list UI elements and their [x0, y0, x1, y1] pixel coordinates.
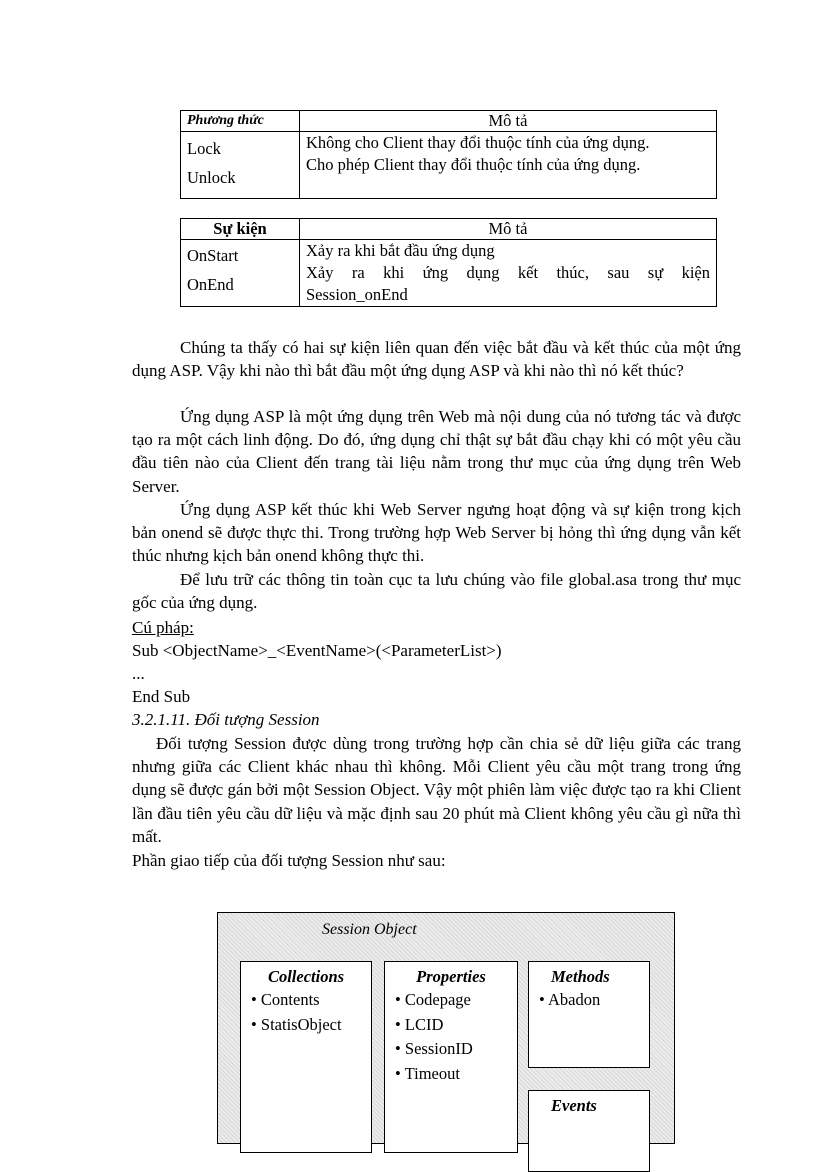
collections-header: Collections	[267, 967, 345, 986]
methods-header: Methods	[551, 967, 610, 986]
diagram-title: Session Object	[322, 921, 417, 938]
collection-item: • Contents	[251, 988, 371, 1013]
methods-names-cell	[181, 132, 300, 199]
syntax-line: Sub <ObjectName>_<EventName>(<ParameterList>)	[132, 641, 502, 660]
paragraph: Chúng ta thấy có hai sự kiện liên quan đến việc bắt đầu và kết thúc của một ứng dụng ASP. Vậy khi nào thì bắt đầu một ứng dụng ASP và khi nào thì nó kết thúc?	[132, 338, 741, 381]
method-desc: Cho phép Client thay đổi thuộc tính của ứng dụng.	[306, 155, 641, 174]
section-heading: 3.2.1.11. Đối tượng Session	[132, 710, 320, 729]
collection-item: • StatisObject	[251, 1013, 371, 1038]
paragraph: Để lưu trữ các thông tin toàn cục ta lưu chúng vào file global.asa trong thư mục gốc của ứng dụng.	[132, 570, 741, 613]
methods-desc-cell	[300, 132, 717, 199]
events-header: Events	[551, 1096, 597, 1115]
event-desc: Xảy ra khi ứng dụng kết thúc, sau sự kiện Session_onEnd	[306, 263, 710, 304]
methods-col2-header: Mô tả	[300, 111, 717, 132]
syntax-line: End Sub	[132, 687, 191, 706]
event-name: OnEnd	[187, 275, 234, 294]
events-box	[528, 1090, 650, 1172]
methods-table	[180, 110, 717, 199]
events-table	[180, 218, 717, 307]
paragraph: Đối tượng Session được dùng trong trường hợp cần chia sẻ dữ liệu giữa các trang nhưng giữa các Client khác nhau thì không. Mỗi Client yêu cầu một trang trong ứng dụng sẽ được gán bởi một Session Object. Vậy một phiên làm việc được tạo ra khi Client lần đầu tiên yêu cầu dữ liệu và mặc định sau 20 phút mà Client không yêu cầu gì nữa thì mất.	[132, 734, 741, 846]
property-item: • Codepage	[395, 988, 517, 1013]
events-names-cell	[181, 240, 300, 307]
method-desc: Không cho Client thay đổi thuộc tính của ứng dụng.	[306, 133, 650, 152]
property-item: • LCID	[395, 1013, 517, 1038]
event-desc: Xảy ra khi bắt đầu ứng dụng	[306, 241, 495, 260]
method-item: • Abadon	[539, 988, 649, 1013]
paragraph: Ứng dụng ASP là một ứng dụng trên Web mà nội dung của nó tương tác và được tạo ra một cách linh động. Do đó, ứng dụng chỉ thật sự bắt đầu chạy khi có một yêu cầu đầu tiên nào của Client đến trang tài liệu nằm trong thư mục của ứng dụng trên Web Server.	[132, 407, 741, 496]
methods-box	[528, 961, 650, 1068]
properties-box	[384, 961, 518, 1153]
events-col1-header: Sự kiện	[181, 219, 300, 240]
methods-col1-header: Phương thức	[181, 111, 300, 132]
properties-header: Properties	[416, 967, 486, 986]
events-desc-cell	[300, 240, 717, 307]
method-name: Lock	[187, 139, 221, 158]
property-item: • Timeout	[395, 1062, 517, 1087]
syntax-label: Cú pháp:	[132, 618, 194, 637]
paragraph: Ứng dụng ASP kết thúc khi Web Server ngưng hoạt động và sự kiện trong kịch bản onend sẽ được thực thi. Trong trường hợp Web Server bị hỏng thì ứng dụng vẫn kết thúc nhưng kịch bản onend không thực thi.	[132, 500, 741, 566]
event-name: OnStart	[187, 246, 239, 265]
property-item: • SessionID	[395, 1037, 517, 1062]
collections-box	[240, 961, 372, 1153]
paragraph: Phần giao tiếp của đối tượng Session như sau:	[132, 851, 446, 870]
events-col2-header: Mô tả	[300, 219, 717, 240]
method-name: Unlock	[187, 168, 236, 187]
syntax-line: ...	[132, 664, 145, 683]
session-object-diagram	[217, 912, 675, 1144]
